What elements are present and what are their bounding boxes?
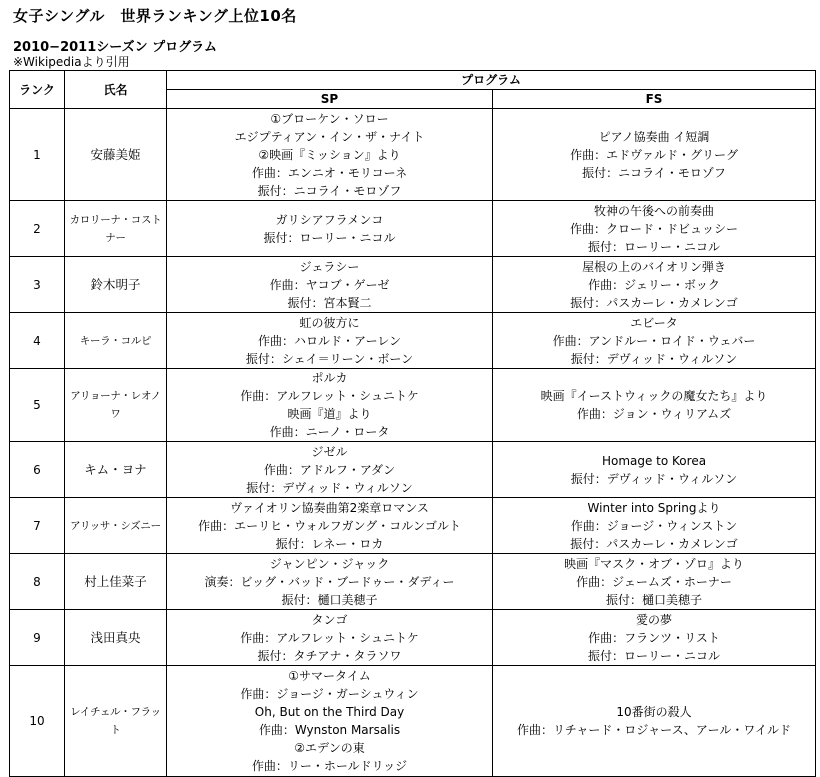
fs-program-line: 振付：パスカーレ・カメレンゴ <box>570 295 738 310</box>
fs-program-line: 作曲：エドヴァルド・グリーグ <box>570 147 738 162</box>
rank-cell: 4 <box>10 313 65 369</box>
fs-program-line: 作曲：リチャード・ロジャース、アール・ワイルド <box>517 723 791 737</box>
sp-program-cell <box>167 666 493 777</box>
sp-program-line: 作曲：アドルフ・アダン <box>263 462 396 477</box>
sp-program-line: ②エデンの東 <box>294 741 365 755</box>
fs-program-line: 作曲：アンドルー・ロイド・ウェバー <box>552 333 756 348</box>
sp-program-line: 振付：ニコライ・モロゾフ <box>257 183 402 198</box>
table-row <box>10 109 816 201</box>
fs-program-line: 屋根の上のバイオリン弾き <box>582 259 726 274</box>
sp-program-cell <box>167 313 493 369</box>
header-program: プログラム <box>167 71 816 90</box>
sp-program-line: ヴァイオリン協奏曲第2楽章ロマンス <box>230 500 429 515</box>
sp-program-cell <box>167 257 493 313</box>
fs-program-line: 作曲：フランツ・リスト <box>588 630 720 645</box>
sp-program-line: エジプティアン・イン・ザ・ナイト <box>234 129 425 144</box>
source-note: ※Wikipediaより引用 <box>13 55 130 69</box>
fs-program-line: 振付：デヴィッド・ウィルソン <box>570 351 738 366</box>
sp-program-cell <box>167 498 493 554</box>
skater-name-cell: キーラ・コルピ <box>65 313 167 369</box>
sp-program-line: 映画『道』より <box>287 407 372 421</box>
table-row <box>10 498 816 554</box>
sp-program-line: 作曲：ニーノ・ロータ <box>269 425 390 439</box>
fs-program-line: 振付：パスカーレ・カメレンゴ <box>570 536 738 551</box>
sp-program-cell <box>167 109 493 201</box>
sp-program-line: 作曲：Wynston Marsalis <box>258 723 401 737</box>
document-title: 女子シングル 世界ランキング上位10名 <box>13 7 297 25</box>
sp-program-cell <box>167 610 493 666</box>
fs-program-cell <box>493 666 816 777</box>
sp-program-line: ①サマータイム <box>288 669 371 683</box>
skater-name-cell: レイチェル・フラット <box>65 666 167 777</box>
sp-program-cell <box>167 442 493 498</box>
fs-program-cell <box>493 109 816 201</box>
sp-program-line: ジゼル <box>311 444 348 459</box>
sp-program-line: 作曲：エンニオ・モリコーネ <box>251 165 408 180</box>
sp-program-line: 振付：宮本賢二 <box>287 295 372 310</box>
table-row <box>10 369 816 442</box>
sp-program-line: ①ブローケン・ソロー <box>270 111 389 126</box>
table-row <box>10 610 816 666</box>
sp-program-line: 演奏：ビッグ・バッド・ブードゥー・ダディー <box>204 574 455 589</box>
sp-program-line: 作曲：アルフレット・シュニトケ <box>240 630 419 645</box>
sp-program-line: 振付：樋口美穂子 <box>281 592 378 607</box>
skater-name-cell: アリッサ・シズニー <box>65 498 167 554</box>
document-subtitle: 2010−2011シーズン プログラム <box>13 40 218 55</box>
table-row <box>10 257 816 313</box>
fs-program-line: 映画『イーストウィックの魔女たち』より <box>540 389 768 403</box>
skater-name-cell: 鈴木明子 <box>65 257 167 313</box>
sp-program-line: 振付：タチアナ・タラソワ <box>257 648 402 663</box>
sp-program-line: 作曲：アルフレット・シュニトケ <box>240 389 419 403</box>
fs-program-line: 愛の夢 <box>636 612 673 627</box>
sp-program-line: 振付：ローリー・ニコル <box>263 230 396 245</box>
fs-program-line: 振付：樋口美穂子 <box>606 592 703 607</box>
sp-program-line: ②映画『ミッション』より <box>258 147 401 162</box>
header-fs: FS <box>493 90 816 109</box>
fs-program-cell <box>493 369 816 442</box>
sp-program-line: ジャンピン・ジャック <box>269 556 390 571</box>
fs-program-cell <box>493 554 816 610</box>
ranking-table <box>9 70 816 777</box>
skater-name-cell: アリョーナ・レオノワ <box>65 369 167 442</box>
rank-cell: 6 <box>10 442 65 498</box>
skater-name-cell: 安藤美姫 <box>65 109 167 201</box>
skater-name-cell: キム・ヨナ <box>65 442 167 498</box>
sp-program-line: 虹の彼方に <box>299 315 360 330</box>
fs-program-line: 作曲：ジェームズ・ホーナー <box>576 574 732 589</box>
header-rank: ランク <box>10 71 65 109</box>
ranking-rows <box>10 109 816 777</box>
skater-name-cell: カロリーナ・コストナー <box>65 201 167 257</box>
header-name: 氏名 <box>65 71 167 109</box>
fs-program-line: 作曲：ジョージ・ウィンストン <box>570 518 738 533</box>
fs-program-line: ピアノ協奏曲 イ短調 <box>598 129 710 144</box>
fs-program-line: 振付：ローリー・ニコル <box>588 239 721 254</box>
rank-cell: 8 <box>10 554 65 610</box>
sp-program-line: 作曲：ハロルド・アーレン <box>257 333 402 348</box>
sp-program-line: 振付：デヴィッド・ウィルソン <box>246 480 413 495</box>
sp-program-line: Oh, But on the Third Day <box>254 705 405 719</box>
table-row <box>10 666 816 777</box>
fs-program-cell <box>493 313 816 369</box>
sp-program-cell <box>167 369 493 442</box>
fs-program-line: 作曲：ジェリー・ボック <box>588 277 720 292</box>
sp-program-cell <box>167 201 493 257</box>
fs-program-line: 10番街の殺人 <box>616 705 692 719</box>
sp-program-line: ポルカ <box>311 371 348 385</box>
fs-program-line: 映画『マスク・オブ・ゾロ』より <box>564 556 744 571</box>
skater-name-cell: 村上佳菜子 <box>65 554 167 610</box>
sp-program-line: 作曲：ジョージ・ガーシュウィン <box>240 687 419 701</box>
fs-program-line: Winter into Springより <box>587 500 721 515</box>
fs-program-line: 牧神の午後への前奏曲 <box>594 203 715 218</box>
fs-program-line: エビータ <box>630 315 678 330</box>
fs-program-cell <box>493 442 816 498</box>
table-row <box>10 442 816 498</box>
sp-program-line: 作曲：ヤコブ・ゲーゼ <box>269 277 390 292</box>
fs-program-line: Homage to Korea <box>601 453 707 468</box>
rank-cell: 5 <box>10 369 65 442</box>
rank-cell: 9 <box>10 610 65 666</box>
header-sp: SP <box>167 90 493 109</box>
sp-program-line: ガリシアフラメンコ <box>275 212 384 227</box>
fs-program-line: 振付：ローリー・ニコル <box>588 648 721 663</box>
rank-cell: 7 <box>10 498 65 554</box>
sp-program-line: 作曲：リー・ホールドリッジ <box>251 759 408 773</box>
rank-cell: 2 <box>10 201 65 257</box>
sp-program-line: 作曲：エーリヒ・ウォルフガング・コルンゴルト <box>198 518 461 533</box>
rank-cell: 3 <box>10 257 65 313</box>
sp-program-cell <box>167 554 493 610</box>
fs-program-cell <box>493 201 816 257</box>
table-row <box>10 201 816 257</box>
fs-program-cell <box>493 257 816 313</box>
fs-program-line: 振付：ニコライ・モロゾフ <box>582 165 726 180</box>
rank-cell: 10 <box>10 666 65 777</box>
fs-program-cell <box>493 610 816 666</box>
sp-program-line: 振付：レネー・ロカ <box>275 536 384 551</box>
table-row <box>10 554 816 610</box>
fs-program-line: 作曲：クロード・ドビュッシー <box>570 221 739 236</box>
sp-program-line: 振付：シェイ＝リーン・ボーン <box>245 351 414 366</box>
sp-program-line: タンゴ <box>311 612 348 627</box>
fs-program-cell <box>493 498 816 554</box>
rank-cell: 1 <box>10 109 65 201</box>
table-row <box>10 313 816 369</box>
fs-program-line: 作曲：ジョン・ウィリアムズ <box>576 407 732 421</box>
fs-program-line: 振付：デヴィッド・ウィルソン <box>570 471 738 486</box>
skater-name-cell: 浅田真央 <box>65 610 167 666</box>
sp-program-line: ジェラシー <box>299 259 360 274</box>
